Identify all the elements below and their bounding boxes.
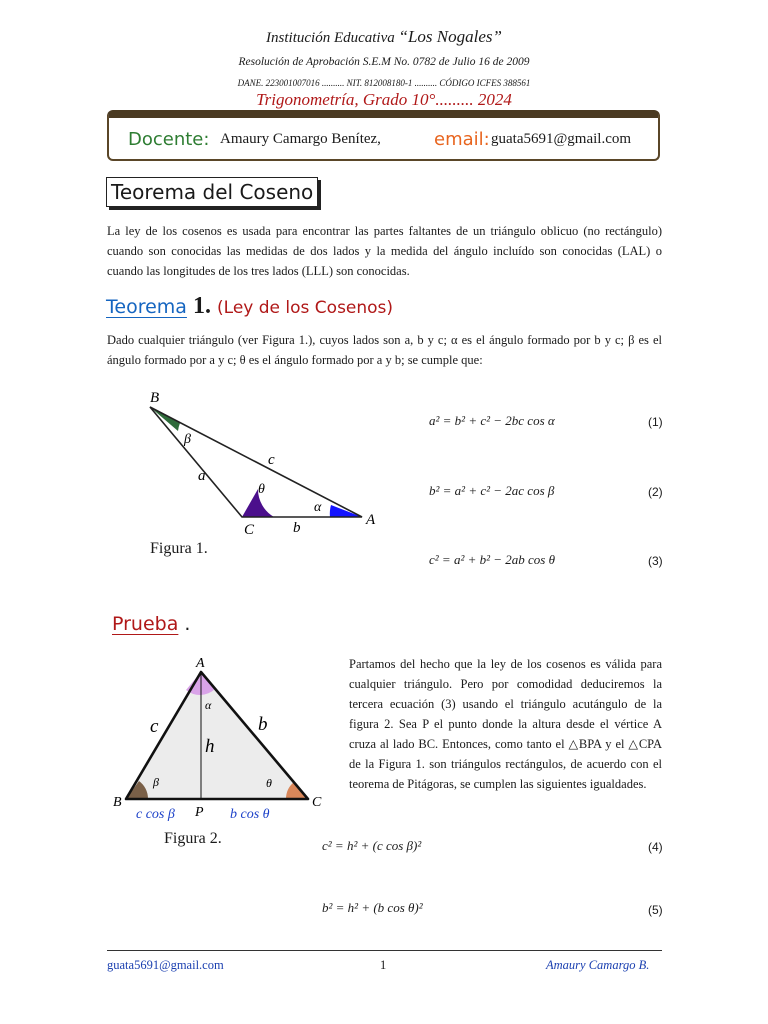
section-title: Teorema del Coseno bbox=[106, 177, 318, 207]
angle-beta-fill bbox=[150, 407, 180, 431]
fig2-label-theta: θ bbox=[266, 776, 272, 790]
equation-2: b² = a² + c² − 2ac cos β bbox=[429, 483, 555, 498]
fig2-label-beta: β bbox=[153, 775, 159, 789]
figure-1-diagram bbox=[140, 385, 390, 540]
intro-paragraph: La ley de los cosenos es usada para encontrar las partes faltantes de un triángulo oblicuo (no rectángulo) cuando son conocidas las medidas de dos lados y la medida del ángulo incluído son conocidas (LAL) o cuando las longitudes de los tres lados (LLL) son conocidas. bbox=[107, 224, 662, 278]
course-title: Trigonometría, Grado 10°......... 2024 bbox=[256, 90, 512, 109]
equation-4-number: (4) bbox=[648, 840, 663, 854]
proof-heading bbox=[112, 613, 190, 635]
proof-paragraph: Partamos del hecho que la ley de los cosenos es válida para cualquier triángulo. Pero por comodidad deduciremos la tercera ecuación (3) usando el triángulo acutángulo de la figura 2. Sea P el punto donde la altura desde el vértice A cruza al lado BC. Entonces, como tanto el △BPA y el △CPA de la Figura 1. son triángulos rectángulos, de acuerdo con el teorema de Pitágoras, se cumplen las siguientes igualdades. bbox=[349, 657, 662, 791]
footer-email[interactable]: guata5691@gmail.com bbox=[107, 958, 224, 972]
equation-1: a² = b² + c² − 2bc cos α bbox=[429, 413, 555, 428]
resolution-line: Resolución de Aprobación S.E.M No. 0782 de Julio 16 de 2009 bbox=[238, 56, 530, 68]
fig2-label-C: C bbox=[312, 795, 322, 810]
equation-3-number: (3) bbox=[648, 554, 663, 568]
docente-name: Amaury Camargo Benítez, bbox=[220, 131, 381, 147]
figure-1-caption: Figura 1. bbox=[150, 540, 208, 557]
institution-line bbox=[0, 27, 768, 47]
equation-5-number: (5) bbox=[648, 903, 663, 917]
fig2-label-B: B bbox=[113, 795, 122, 810]
theorem-subtitle: (Ley de los Cosenos) bbox=[217, 298, 394, 318]
fig1-label-b: b bbox=[293, 520, 301, 536]
equation-5: b² = h² + (b cos θ)² bbox=[322, 900, 423, 915]
proof-word: Prueba bbox=[112, 613, 179, 635]
figure-2-caption: Figura 2. bbox=[164, 830, 222, 847]
fig1-label-a: a bbox=[198, 468, 206, 484]
equation-3: c² = a² + b² − 2ab cos θ bbox=[429, 552, 555, 567]
fig1-label-B: B bbox=[150, 390, 160, 406]
theorem-heading bbox=[106, 293, 393, 320]
fig1-label-A: A bbox=[366, 512, 376, 528]
equation-1-number: (1) bbox=[648, 415, 663, 429]
theorem-number: 1. bbox=[192, 293, 211, 319]
fig2-label-alpha: α bbox=[205, 698, 212, 712]
fig2-label-b: b bbox=[258, 714, 268, 735]
fig1-label-theta: θ bbox=[258, 482, 265, 497]
fig1-label-beta: β bbox=[184, 432, 191, 447]
figure-2-diagram bbox=[108, 650, 333, 830]
fig1-label-C: C bbox=[244, 522, 255, 538]
footer-author: Amaury Camargo B. bbox=[546, 958, 650, 972]
proof-trailing: . bbox=[178, 613, 191, 635]
theorem-word: Teorema bbox=[106, 296, 187, 318]
page-number: 1 bbox=[380, 958, 387, 972]
docente-label: Docente: bbox=[128, 129, 210, 150]
fig2-label-h: h bbox=[205, 736, 215, 757]
theorem-statement: Dado cualquier triángulo (ver Figura 1.), cuyos lados son a, b y c; α es el ángulo formado por b y c; β es el ángulo formado por a y c; θ es el ángulo formado por a y b; se cumple que: bbox=[107, 333, 662, 367]
institution-name: “Los Nogales” bbox=[398, 27, 502, 46]
fig2-label-bcost: b cos θ bbox=[230, 807, 270, 822]
fig2-label-A: A bbox=[196, 656, 205, 671]
fig1-label-alpha: α bbox=[314, 500, 322, 515]
fig1-label-c: c bbox=[268, 452, 275, 468]
equation-2-number: (2) bbox=[648, 485, 663, 499]
fig2-label-P: P bbox=[195, 805, 204, 820]
fig2-label-ccosb: c cos β bbox=[136, 807, 175, 822]
footer-divider bbox=[107, 950, 662, 951]
teacher-box bbox=[107, 110, 660, 161]
email-label: email: bbox=[434, 129, 490, 150]
equation-4: c² = h² + (c cos β)² bbox=[322, 838, 422, 853]
email-value[interactable]: guata5691@gmail.com bbox=[491, 131, 632, 147]
dane-line: DANE. 223001007016 .......... NIT. 812008180-1 .......... CÓDIGO ICFES 388561 bbox=[237, 78, 531, 88]
fig2-label-c: c bbox=[150, 716, 159, 737]
institution-prefix: Institución Educativa bbox=[266, 30, 399, 46]
